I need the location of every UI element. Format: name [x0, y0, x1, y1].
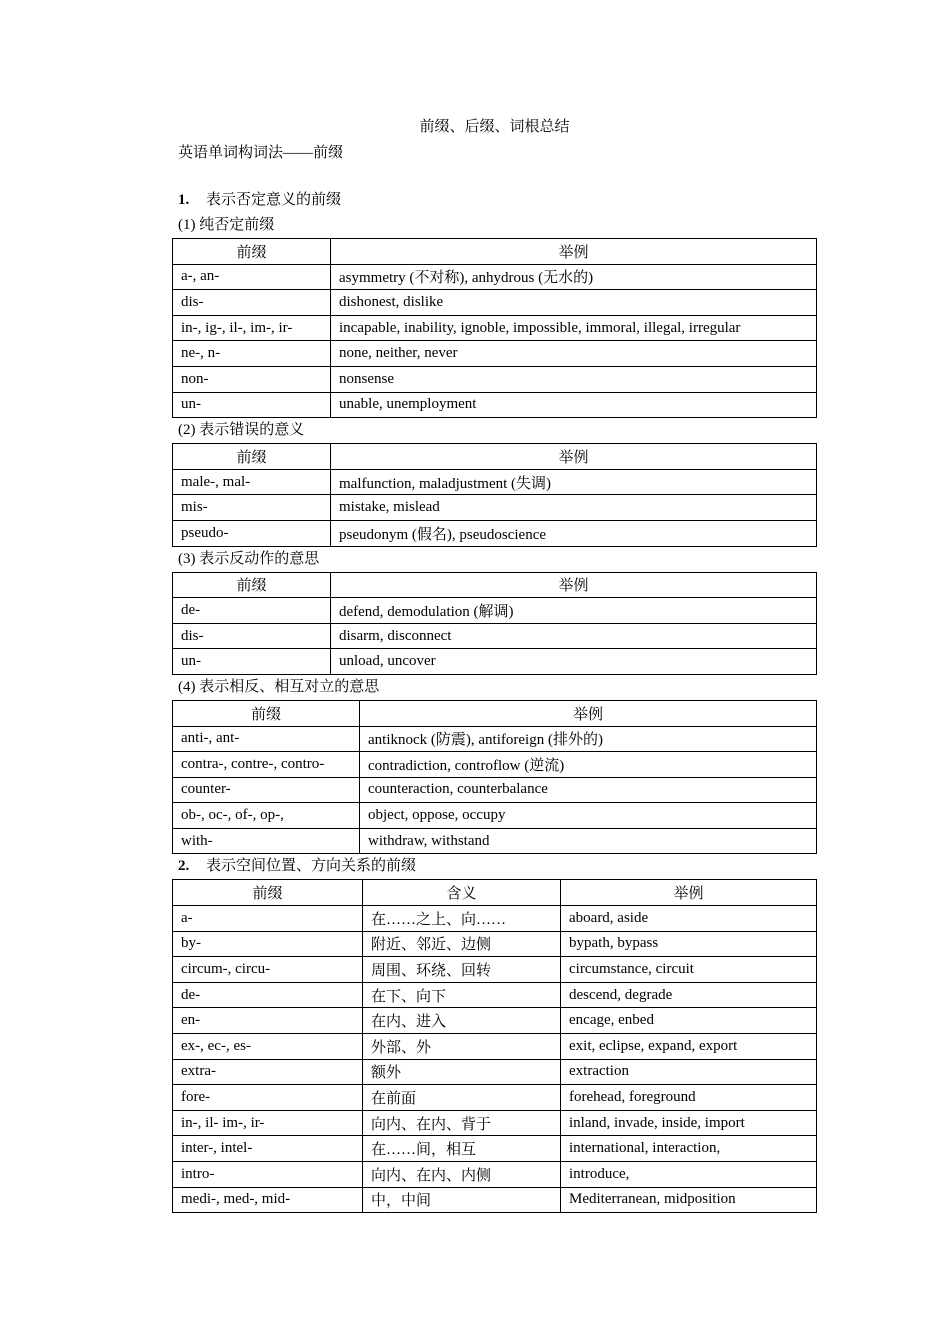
section2-heading — [178, 854, 817, 879]
table-error-meaning — [172, 443, 817, 546]
example-cell: incapable, inability, ignoble, impossible, immoral, illegal, irregular — [331, 315, 817, 341]
table-header-row — [173, 572, 817, 598]
prefix-cell: male-, mal- — [173, 469, 331, 495]
table-row — [173, 366, 817, 392]
table-row — [173, 315, 817, 341]
table-row — [173, 341, 817, 367]
example-cell: asymmetry (不对称), anhydrous (无水的) — [331, 264, 817, 290]
section1-title: 表示否定意义的前缀 — [206, 192, 342, 208]
table-row — [173, 1110, 817, 1136]
document-page — [172, 114, 817, 1213]
meaning-cell: 额外 — [363, 1059, 561, 1085]
meaning-cell: 向内、在内、背于 — [363, 1110, 561, 1136]
example-cell: disarm, disconnect — [331, 623, 817, 649]
example-cell: inland, invade, inside, import — [561, 1110, 817, 1136]
example-cell: defend, demodulation (解调) — [331, 598, 817, 624]
meaning-cell: 在内、进入 — [363, 1008, 561, 1034]
table-row — [173, 803, 817, 829]
prefix-cell: dis- — [173, 623, 331, 649]
table-row — [173, 623, 817, 649]
header-example: 举例 — [360, 700, 817, 726]
table-row — [173, 598, 817, 624]
prefix-cell: counter- — [173, 777, 360, 803]
example-cell: extraction — [561, 1059, 817, 1085]
page-subtitle: 英语单词构词法——前缀 — [178, 145, 344, 161]
prefix-cell: anti-, ant- — [173, 726, 360, 752]
prefix-cell: extra- — [173, 1059, 363, 1085]
prefix-cell: ob-, oc-, of-, op-, — [173, 803, 360, 829]
table-body — [173, 264, 817, 418]
section2-number: 2. — [178, 858, 190, 875]
table-body — [173, 469, 817, 546]
prefix-cell: a- — [173, 906, 363, 932]
meaning-cell: 周围、环绕、回转 — [363, 957, 561, 983]
table-row — [173, 264, 817, 290]
table-row — [173, 906, 817, 932]
prefix-cell: ex-, ec-, es- — [173, 1034, 363, 1060]
header-prefix: 前缀 — [173, 572, 331, 598]
table-row — [173, 290, 817, 316]
prefix-cell: de- — [173, 982, 363, 1008]
example-cell: bypath, bypass — [561, 931, 817, 957]
header-meaning: 含义 — [363, 880, 561, 906]
prefix-cell: en- — [173, 1008, 363, 1034]
section2-title: 表示空间位置、方向关系的前缀 — [206, 858, 417, 875]
example-cell: forehead, foreground — [561, 1085, 817, 1111]
prefix-cell: dis- — [173, 290, 331, 316]
table-row — [173, 1187, 817, 1213]
prefix-cell: pseudo- — [173, 520, 331, 546]
spacer — [172, 166, 817, 188]
prefix-cell: circum-, circu- — [173, 957, 363, 983]
header-prefix: 前缀 — [173, 444, 331, 470]
example-cell: exit, eclipse, expand, export — [561, 1034, 817, 1060]
table-header-row — [173, 444, 817, 470]
table-reverse-action — [172, 572, 817, 675]
prefix-cell: inter-, intel- — [173, 1136, 363, 1162]
header-prefix: 前缀 — [173, 880, 363, 906]
table-row — [173, 1008, 817, 1034]
prefix-cell: a-, an- — [173, 264, 331, 290]
table-header-row — [173, 700, 817, 726]
table-row — [173, 1136, 817, 1162]
example-cell: object, oppose, occupy — [360, 803, 817, 829]
prefix-cell: with- — [173, 828, 360, 854]
sub2-label: (2) 表示错误的意义 — [178, 422, 305, 439]
example-cell: dishonest, dislike — [331, 290, 817, 316]
example-cell: antiknock (防震), antiforeign (排外的) — [360, 726, 817, 752]
table-row — [173, 1034, 817, 1060]
header-example: 举例 — [561, 880, 817, 906]
prefix-cell: mis- — [173, 495, 331, 521]
prefix-cell: in-, il- im-, ir- — [173, 1110, 363, 1136]
example-cell: unload, uncover — [331, 649, 817, 675]
section1-heading — [178, 188, 817, 213]
table-row — [173, 1085, 817, 1111]
table-row — [173, 726, 817, 752]
prefix-cell: contra-, contre-, contro- — [173, 752, 360, 778]
prefix-cell: by- — [173, 931, 363, 957]
prefix-cell: in-, ig-, il-, im-, ir- — [173, 315, 331, 341]
table-row — [173, 392, 817, 418]
table-row — [173, 931, 817, 957]
table-row — [173, 982, 817, 1008]
sub3-label: (3) 表示反动作的意思 — [178, 550, 320, 567]
header-example: 举例 — [331, 572, 817, 598]
meaning-cell: 在前面 — [363, 1085, 561, 1111]
sub4-label: (4) 表示相反、相互对立的意思 — [178, 678, 380, 695]
prefix-cell: ne-, n- — [173, 341, 331, 367]
prefix-cell: de- — [173, 598, 331, 624]
table-opposition — [172, 700, 817, 855]
meaning-cell: 外部、外 — [363, 1034, 561, 1060]
meaning-cell: 在……之上、向…… — [363, 906, 561, 932]
example-cell: aboard, aside — [561, 906, 817, 932]
table-row — [173, 520, 817, 546]
table-body — [173, 598, 817, 675]
table-header-row — [173, 239, 817, 265]
header-example: 举例 — [331, 239, 817, 265]
table-row — [173, 752, 817, 778]
example-cell: mistake, mislead — [331, 495, 817, 521]
example-cell: none, neither, never — [331, 341, 817, 367]
example-cell: unable, unemployment — [331, 392, 817, 418]
example-cell: withdraw, withstand — [360, 828, 817, 854]
table-body — [173, 726, 817, 854]
prefix-cell: un- — [173, 392, 331, 418]
table-body — [173, 906, 817, 1213]
table-row — [173, 828, 817, 854]
meaning-cell: 向内、在内、内侧 — [363, 1162, 561, 1188]
example-cell: international, interaction, — [561, 1136, 817, 1162]
header-prefix: 前缀 — [173, 239, 331, 265]
meaning-cell: 附近、邻近、边侧 — [363, 931, 561, 957]
table-row — [173, 469, 817, 495]
example-cell: nonsense — [331, 366, 817, 392]
table-row — [173, 1162, 817, 1188]
example-cell: counteraction, counterbalance — [360, 777, 817, 803]
prefix-cell: intro- — [173, 1162, 363, 1188]
example-cell: Mediterranean, midposition — [561, 1187, 817, 1213]
table-row — [173, 777, 817, 803]
prefix-cell: fore- — [173, 1085, 363, 1111]
example-cell: contradiction, controflow (逆流) — [360, 752, 817, 778]
table-row — [173, 1059, 817, 1085]
table-row — [173, 957, 817, 983]
table-spatial-prefixes — [172, 879, 817, 1213]
example-cell: descend, degrade — [561, 982, 817, 1008]
header-example: 举例 — [331, 444, 817, 470]
table-pure-negation — [172, 238, 817, 418]
example-cell: introduce, — [561, 1162, 817, 1188]
prefix-cell: non- — [173, 366, 331, 392]
meaning-cell: 在……间，相互 — [363, 1136, 561, 1162]
example-cell: malfunction, maladjustment (失调) — [331, 469, 817, 495]
example-cell: circumstance, circuit — [561, 957, 817, 983]
header-prefix: 前缀 — [173, 700, 360, 726]
example-cell: encage, enbed — [561, 1008, 817, 1034]
table-header-row — [173, 880, 817, 906]
table-row — [173, 495, 817, 521]
page-title: 前缀、后缀、词根总结 — [419, 119, 570, 135]
section1-number: 1. — [178, 192, 190, 208]
sub1-label: (1) 纯否定前缀 — [178, 217, 275, 233]
table-row — [173, 649, 817, 675]
meaning-cell: 在下、向下 — [363, 982, 561, 1008]
meaning-cell: 中，中间 — [363, 1187, 561, 1213]
prefix-cell: un- — [173, 649, 331, 675]
prefix-cell: medi-, med-, mid- — [173, 1187, 363, 1213]
example-cell: pseudonym (假名), pseudoscience — [331, 520, 817, 546]
